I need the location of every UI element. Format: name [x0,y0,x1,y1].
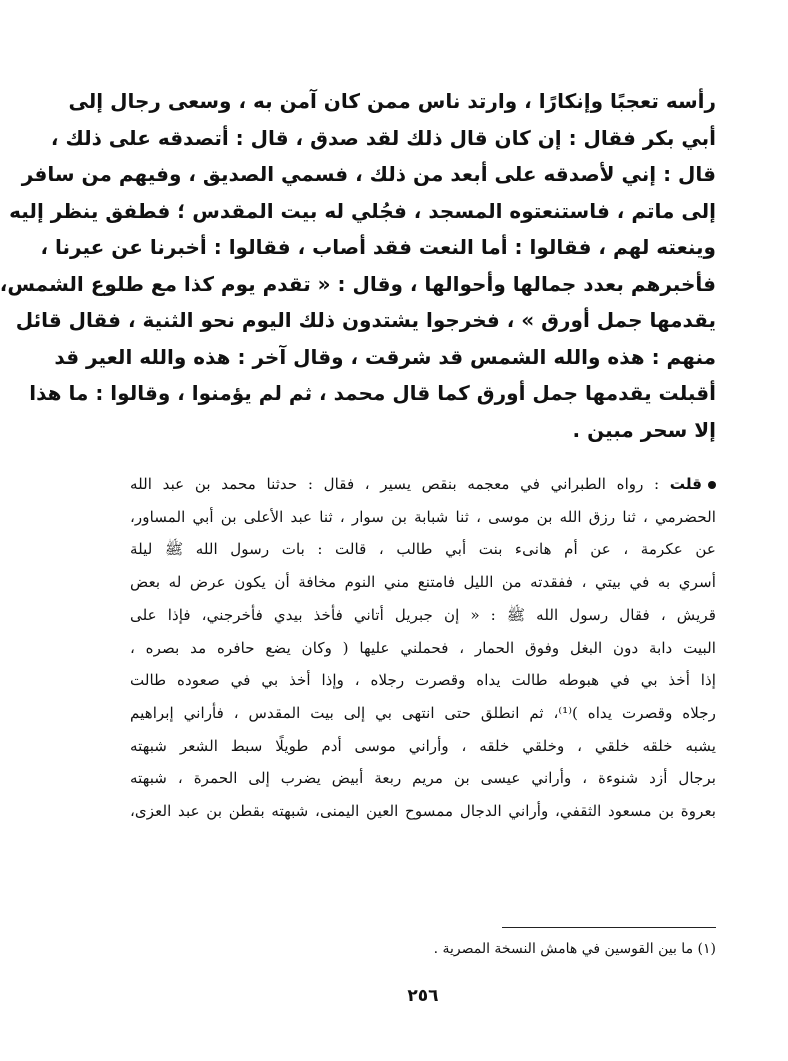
main-text-line: أبي بكر فقال : إن كان قال ذلك لقد صدق ، قال : أتصدقه على ذلك ، [50,125,716,150]
note-line [130,468,716,501]
main-text-line: يقدمها جمل أورق » ، فخرجوا يشتدون ذلك اليوم نحو الثنية ، فقال قائل [15,308,716,332]
main-text-line: قال : إني لأصدقه على أبعد من ذلك ، فسمي الصديق ، وفيهم من سافر [21,162,716,186]
note-line: البيت دابة دون البغل وفوق الحمار ، فحملني عليها ( وكان يضع حافره مد بصره ، [130,638,716,657]
main-text-line: إلى ماتم ، فاستنعتوه المسجد ، فجُلي له بيت المقدس ؛ فطفق ينظر إليه [9,198,716,223]
page-body [0,83,716,828]
note-line: رجلاه وقصرت يداه )⁽¹⁾، ثم انطلق حتى انتهى بي إلى بيت المقدس ، فأراني إبراهيم [130,703,716,722]
note-label: قلت [669,475,703,493]
main-text-line: وينعته لهم ، فقالوا : أما النعت فقد أصاب ، فقالوا : أخبرنا عن عيرنا ، [40,235,716,259]
note-line: يشبه خلقه خلقي ، وخلقي خلقه ، وأراني موسى أدم طويلًا سبط الشعر شبهته [130,736,716,755]
note-line: الحضرمي ، ثنا رزق الله بن موسى ، ثنا شبابة بن سوار ، ثنا عبد الأعلى بن أبي المساور، [130,507,716,526]
note-line: بعروة بن مسعود الثقفي، وأراني الدجال ممسوح العين اليمنى، شبهته بقطن بن عبد العزى، [130,802,716,821]
footnote: (١) ما بين القوسين في هامش النسخة المصرية . [433,941,716,957]
page-number: ٢٥٦ [407,986,439,1006]
main-text [0,83,716,448]
main-text-line: منهم : هذه والله الشمس قد شرقت ، وقال آخر : هذه والله العير قد [54,344,716,369]
note-line: أسري به في بيتي ، ففقدته من الليل فامتنع مني النوم مخافة أن يكون عرض له بعض [130,573,716,592]
footnote-separator [502,927,716,928]
bullet-icon [708,481,716,489]
main-text-line: أقبلت يقدمها جمل أورق كما قال محمد ، ثم لم يؤمنوا ، وقالوا : ما هذا [29,381,716,405]
note-first-line-text: : رواه الطبراني في معجمه بنقص يسير ، فقال : حدثنا محمد بن عبد الله [130,475,660,493]
note-line: قريش ، فقال رسول الله ﷺ : « إن جبريل أتاني فأخذ بيدي فأخرجني، فإذا على [130,605,716,624]
note-line: برجال أزد شنوءة ، وأراني عيسى بن مريم ربعة أبيض يضرب إلى الحمرة ، شبهته [130,769,716,788]
main-text-line: فأخبرهم بعدد جمالها وأحوالها ، وقال : « تقدم يوم كذا مع طلوع الشمس، [0,271,716,296]
main-text-line: إلا سحر مبين . [572,417,716,442]
note-line: عن عكرمة ، عن أم هانىء بنت أبي طالب ، قالت : بات رسول الله ﷺ ليلة [130,540,716,559]
commentary-note [130,468,716,828]
section-gap [130,448,716,468]
main-text-line: رأسه تعجبًا وإنكارًا ، وارتد ناس ممن كان آمن به ، وسعى رجال إلى [68,89,716,113]
note-line: إذا أخذ بي في هبوطه طالت يداه وقصرت رجلاه ، وإذا أخذ بي في صعوده طالت [130,671,716,690]
